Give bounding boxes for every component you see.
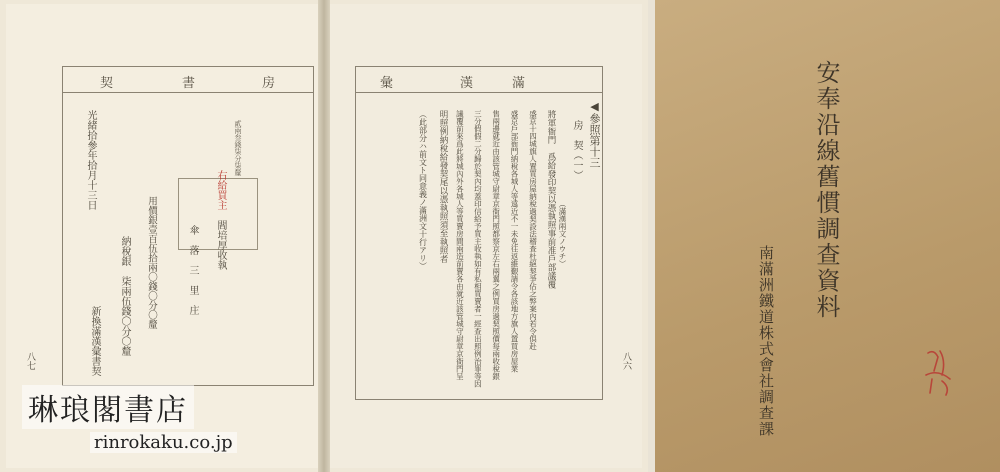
right-page-number: 八六 <box>621 352 631 370</box>
small-vertical-text: 貳兩叁錢柒分柒釐 <box>234 120 242 176</box>
body-column-3: 盛京戶部衙門納稅各城人等遠近不一未免往返維艱請令各該地方旗人置買房屋業 <box>510 110 519 373</box>
price-line: 用價銀壹百伍拾兩〇錢〇分〇釐 <box>146 196 157 329</box>
reference-subtitle: 房 契（一） <box>571 120 582 180</box>
right-header-left: 彙 <box>380 76 394 91</box>
handwritten-seal-mark <box>920 345 956 397</box>
cover-publisher: 南滿洲鐵道株式會社調查課 <box>757 245 775 437</box>
place-line: 傘 落 三 里 庄 <box>187 225 198 315</box>
right-header-mid: 漢 <box>460 76 474 91</box>
left-header-right: 房 <box>262 76 276 91</box>
body-column-1: 將軍衙門 爲給發印契以憑執照事前准戶部議覆 <box>546 110 556 289</box>
tax-line: 納稅銀 柒兩伍錢〇分〇釐 <box>119 236 130 356</box>
right-header-rule <box>355 92 602 93</box>
buyer-line: 閻培厚收執 <box>215 220 226 270</box>
book-gutter <box>318 0 330 472</box>
left-page-number: 八七 <box>25 352 35 370</box>
reference-title: ◀參照第十三 <box>588 100 601 168</box>
body-column-5: 三分假假二分歸於契內均蓋印信給予買主收執如有私相買賣者一經查出照例治罪等因 <box>473 110 483 388</box>
date-line: 光緒拾參年拾月十三日 <box>85 110 96 210</box>
body-column-2: 盛京十四城旗人置買房屋納稅過契設法稽查杜絕契爭佔之弊案內若令俱赴 <box>528 110 538 350</box>
store-url-watermark: rinrokaku.co.jp <box>90 432 237 453</box>
red-stamp: 右給買主 <box>215 170 226 210</box>
body-column-6: 議覆前來爲此將城內外各城人等買賣房間兩造前賣各由就近該管城守尉章京衙門呈 <box>455 110 465 380</box>
right-header-right: 滿 <box>512 76 526 91</box>
body-column-8: （此部分ハ前文ト同意義ノ滿洲文十行アリ） <box>418 110 428 270</box>
store-name-watermark: 琳琅閣書店 <box>22 385 194 429</box>
body-column-7: 明照例納稅給發契尾以憑執照須至執照者 <box>438 110 448 263</box>
footer-line: 新換滿漢彙書契 <box>89 306 100 376</box>
left-header-left: 契 <box>100 76 114 91</box>
reference-note: （滿漢兩文ノウチ） <box>558 200 567 268</box>
left-header-mid: 書 <box>182 76 196 91</box>
left-header-rule <box>62 92 313 93</box>
body-column-4: 售兩邊就近由該管城守尉章京衙門照都察京左右兩翼之例買房過契照價每兩收稅銀 <box>491 110 501 380</box>
cover-title: 安奉沿線舊慣調查資料 <box>812 60 840 320</box>
